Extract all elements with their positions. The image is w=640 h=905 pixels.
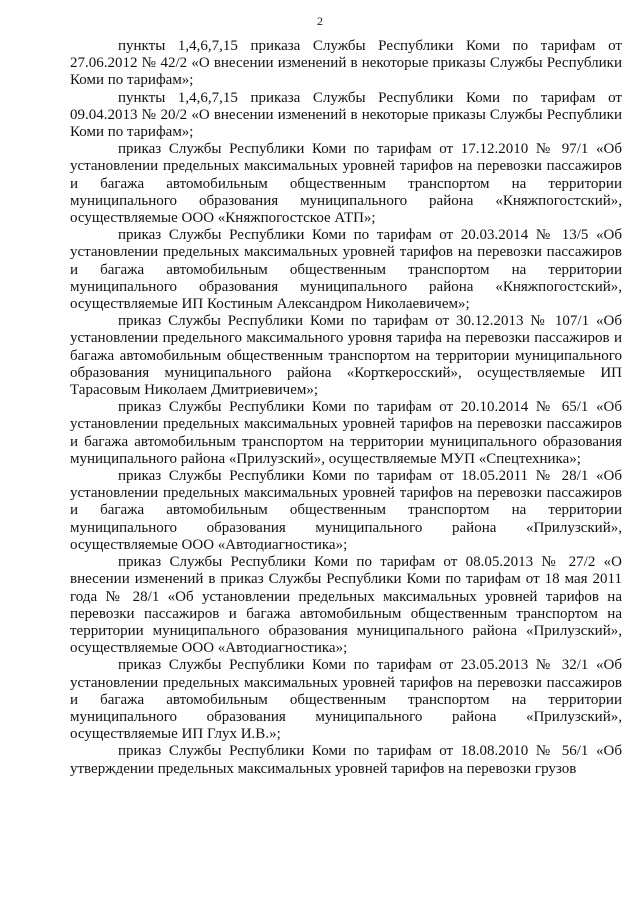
paragraph-8: приказ Службы Республики Коми по тарифам от 08.05.2013 № 27/2 «О внесении изменений в приказ Службы Республики Коми по тарифам от 18 мая 2011 года № 28/1 «Об установлении предельных максимальных уровней тарифов на перевозки пассажиров и багажа автомобильным общественным транспортом на территории муниципального образования муниципального района «Прилузский», осуществляемые ООО «Автодиагностика»; bbox=[70, 554, 622, 657]
paragraph-2: пункты 1,4,6,7,15 приказа Службы Республики Коми по тарифам от 09.04.2013 № 20/2 «О внесении изменений в некоторые приказы Службы Республики Коми по тарифам»; bbox=[70, 89, 622, 141]
paragraph-9: приказ Службы Республики Коми по тарифам от 23.05.2013 № 32/1 «Об установлении предельных максимальных уровней тарифов на перевозки пассажиров и багажа автомобильным общественным транспортом на территории муниципального образования муниципального района «Прилузский», осуществляемые ИП Глух И.В.»; bbox=[70, 657, 622, 743]
paragraph-3: приказ Службы Республики Коми по тарифам от 17.12.2010 № 97/1 «Об установлении предельных максимальных уровней тарифов на перевозки пассажиров и багажа автомобильным общественным транспортом на территории муниципального образования муниципального района «Княжпогостский», осуществляемые ООО «Княжпогостское АТП»; bbox=[70, 141, 622, 227]
paragraph-4: приказ Службы Республики Коми по тарифам от 20.03.2014 № 13/5 «Об установлении предельных максимальных уровней тарифов на перевозки пассажиров и багажа автомобильным общественным транспортом на территории муниципального образования муниципального района «Княжпогостский», осуществляемые ИП Костиным Александром Николаевичем»; bbox=[70, 227, 622, 313]
page-number: 2 bbox=[317, 14, 323, 28]
paragraph-5: приказ Службы Республики Коми по тарифам от 30.12.2013 № 107/1 «Об установлении предельного максимального уровня тарифа на перевозки пассажиров и багажа автомобильным общественным транспортом на территории муниципального образования муниципального района «Корткеросский», осуществляемые ИП Тарасовым Николаем Дмитриевичем»; bbox=[70, 313, 622, 399]
paragraph-6: приказ Службы Республики Коми по тарифам от 20.10.2014 № 65/1 «Об установлении предельных максимальных уровней тарифов на перевозки пассажиров и багажа автомобильным транспортом на территории муниципального образования муниципального района «Прилузский», осуществляемые МУП «Спецтехника»; bbox=[70, 399, 622, 467]
paragraph-10: приказ Службы Республики Коми по тарифам от 18.08.2010 № 56/1 «Об утверждении предельных максимальных уровней тарифов на перевозки грузов bbox=[70, 743, 622, 777]
document-body bbox=[70, 38, 622, 778]
paragraph-1: пункты 1,4,6,7,15 приказа Службы Республики Коми по тарифам от 27.06.2012 № 42/2 «О внесении изменений в некоторые приказы Службы Республики Коми по тарифам»; bbox=[70, 38, 622, 89]
paragraph-7: приказ Службы Республики Коми по тарифам от 18.05.2011 № 28/1 «Об установлении предельных максимальных уровней тарифов на перевозки пассажиров и багажа автомобильным общественным транспортом на территории муниципального образования муниципального района «Прилузский», осуществляемые ООО «Автодиагностика»; bbox=[70, 468, 622, 553]
